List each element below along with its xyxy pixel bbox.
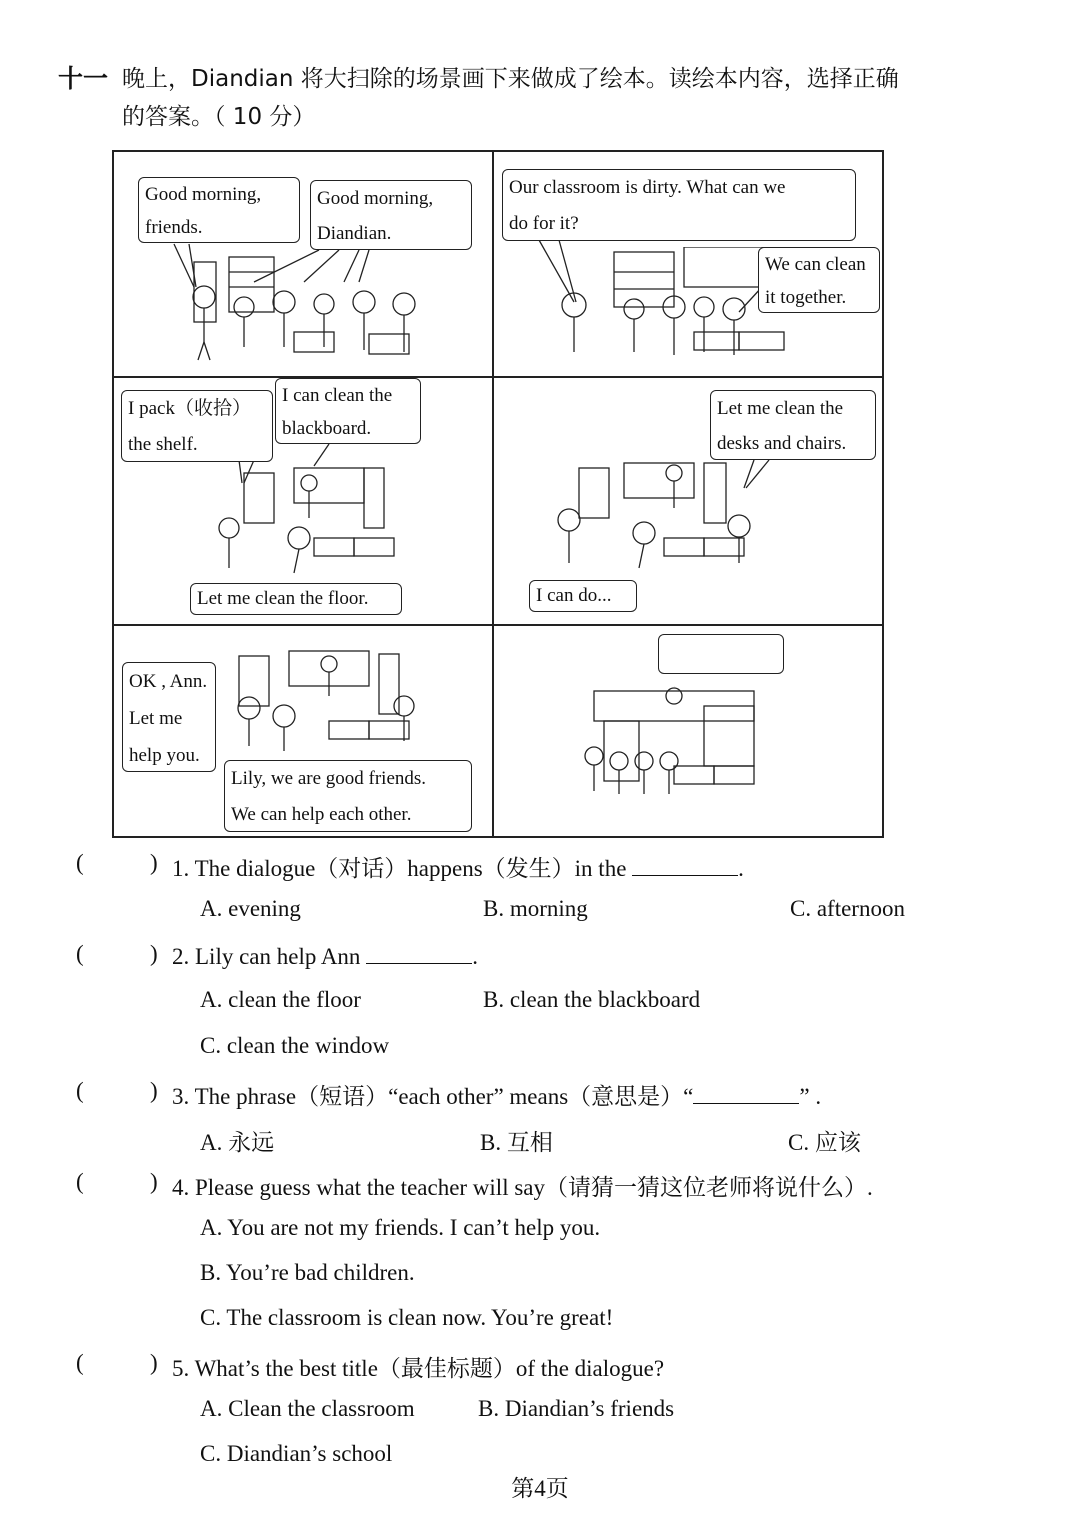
bubble-line: Let me [129, 708, 183, 729]
answer-bracket-close: ) [150, 850, 158, 875]
bubble-line: blackboard. [282, 418, 372, 439]
classroom-illustration [219, 646, 419, 756]
bubble-line: We can help each other. [231, 804, 412, 825]
speech-bubble-teacher-blank [658, 634, 784, 674]
bubble-line: it together. [765, 287, 847, 308]
option-3a[interactable]: A. 永远 [200, 1130, 275, 1155]
bubble-line: desks and chairs. [717, 433, 847, 454]
question-3-stem [172, 1078, 821, 1111]
bubble-line: I pack（收拾） [128, 398, 251, 419]
answer-bracket-open: ( [76, 1169, 84, 1194]
bubble-line: Our classroom is dirty. What can we [509, 177, 786, 198]
comic-panel-6 [494, 626, 882, 836]
speech-bubble-diandian [138, 177, 300, 243]
bubble-line: Lily, we are good friends. [231, 768, 427, 789]
comic-panel-4 [494, 378, 882, 624]
question-1-stem [172, 850, 744, 883]
bubble-line: Let me clean the floor. [197, 588, 369, 609]
answer-bracket-close: ) [150, 1078, 158, 1103]
speech-bubble-lily [122, 662, 216, 772]
question-5-stem [172, 1350, 664, 1383]
comic-panel-2 [494, 152, 882, 376]
bubble-line: do for it? [509, 213, 579, 234]
option-5b[interactable]: B. Diandian’s friends [478, 1396, 675, 1421]
bubble-line: friends. [145, 217, 203, 238]
option-4c[interactable]: C. The classroom is clean now. You’re great! [200, 1305, 614, 1330]
answer-blank[interactable] [632, 853, 738, 876]
question-text: 4. Please guess what the teacher will say（请猜一猜这位老师将说什么）. [172, 1175, 873, 1200]
bubble-line: Diandian. [317, 223, 392, 244]
bubble-line: Good morning, [317, 188, 434, 209]
speech-bubble-diandian [502, 169, 856, 241]
option-1a[interactable]: A. evening [200, 896, 301, 921]
speech-bubble-boy [275, 378, 421, 444]
answer-bracket-open: ( [76, 1350, 84, 1375]
speech-bubble-floor [190, 583, 402, 615]
question-text-end: . [472, 944, 478, 969]
question-text: 1. The dialogue（对话）happens（发生）in the [172, 856, 627, 881]
bubble-line: Good morning, [145, 184, 262, 205]
bubble-line: I can do... [536, 585, 612, 606]
question-text-end: . [738, 856, 744, 881]
bubble-line: Let me clean the [717, 398, 844, 419]
option-4a[interactable]: A. You are not my friends. I can’t help you. [200, 1215, 601, 1240]
option-2a[interactable]: A. clean the floor [200, 987, 361, 1012]
classroom-illustration [574, 686, 774, 806]
option-1c[interactable]: C. afternoon [790, 896, 905, 921]
answer-blank[interactable] [693, 1081, 799, 1104]
answer-bracket-close: ) [150, 1169, 158, 1194]
bubble-line: help you. [129, 745, 200, 766]
question-text: 2. Lily can help Ann [172, 944, 361, 969]
option-2c[interactable]: C. clean the window [200, 1033, 390, 1058]
option-3c[interactable]: C. 应该 [788, 1130, 861, 1155]
question-text: 5. What’s the best title（最佳标题）of the dialogue? [172, 1356, 665, 1381]
section-number: 十一 [58, 64, 109, 93]
bubble-line: I can clean the [282, 385, 393, 406]
bubble-line: the shelf. [128, 434, 198, 455]
answer-bracket-open: ( [76, 941, 84, 966]
comic-strip [112, 150, 884, 838]
answer-blank[interactable] [366, 941, 472, 964]
option-3b[interactable]: B. 互相 [480, 1130, 553, 1155]
heading-line-2: 的答案。（ 10 分） [122, 104, 316, 130]
heading-line-1: 晚上，Diandian 将大扫除的场景画下来做成了绘本。读绘本内容，选择正确 [122, 66, 899, 92]
speech-bubble-ann [224, 760, 472, 832]
option-5a[interactable]: A. Clean the classroom [200, 1396, 415, 1421]
speech-bubble-friends [310, 180, 472, 250]
page-number: 第4页 [511, 1476, 569, 1501]
answer-bracket-close: ) [150, 941, 158, 966]
speech-bubble-ann [529, 580, 637, 612]
speech-bubble-girl [121, 390, 273, 462]
question-4-stem [172, 1169, 873, 1202]
bubble-line: We can clean [765, 254, 866, 275]
answer-bracket-open: ( [76, 850, 84, 875]
option-2b[interactable]: B. clean the blackboard [483, 987, 701, 1012]
speech-bubble-girl [710, 390, 876, 460]
answer-bracket-open: ( [76, 1078, 84, 1103]
bubble-line: OK , Ann. [129, 671, 208, 692]
question-text-end: ” . [799, 1084, 822, 1109]
question-text: 3. The phrase（短语）“each other” means（意思是）“ [172, 1084, 694, 1109]
option-4b[interactable]: B. You’re bad children. [200, 1260, 415, 1285]
option-5c[interactable]: C. Diandian’s school [200, 1441, 393, 1466]
speech-bubble-kids [758, 247, 880, 313]
option-1b[interactable]: B. morning [483, 896, 588, 921]
comic-panel-5 [114, 626, 492, 836]
answer-bracket-close: ) [150, 1350, 158, 1375]
question-2-stem [172, 941, 478, 970]
comic-panel-3 [114, 378, 492, 624]
comic-panel-1 [114, 152, 492, 376]
